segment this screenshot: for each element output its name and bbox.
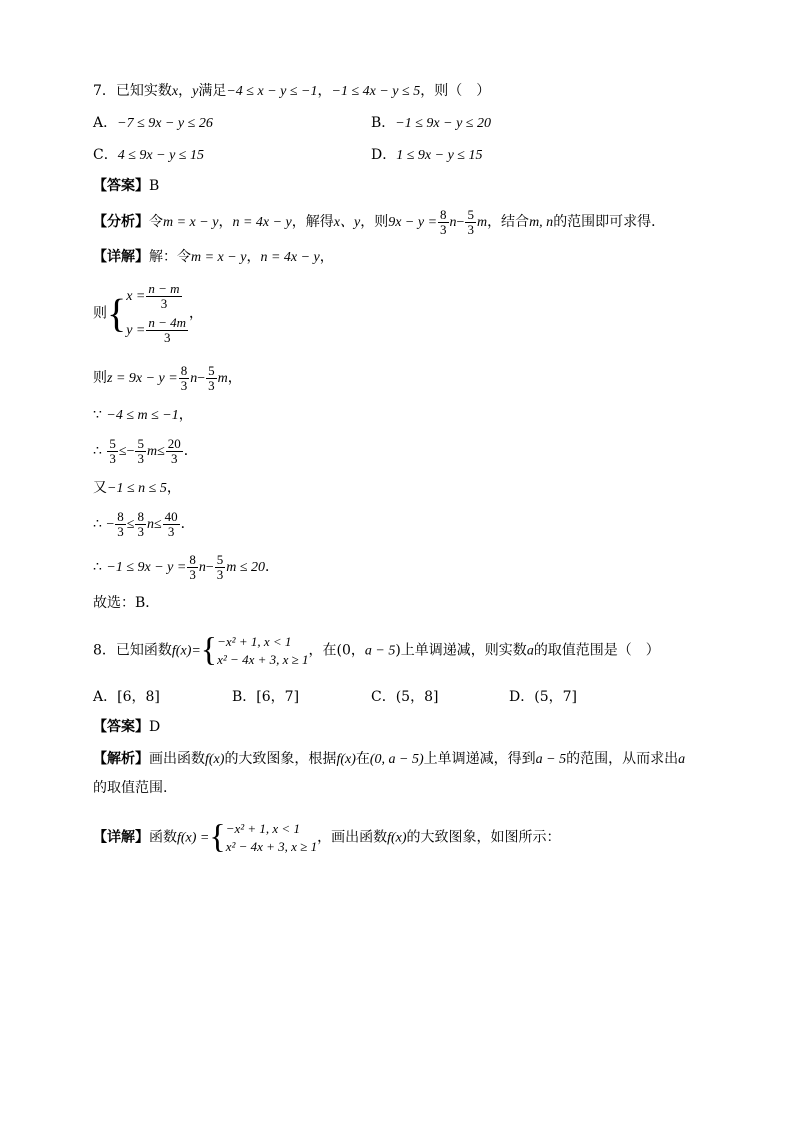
q7-final: ∴ −1 ≤ 9x − y = $\frac{8}{3}$ n− $\frac{5}{3}$ m ≤ 20． <box>93 552 280 582</box>
q7-analysis: 【分析】令m = x − y，n = 4x − y，解得x、y，则9x − y = $\frac{8}{3}$ n− $\frac{5}{3}$ m，结合m, n的范围即可求得． <box>93 207 666 237</box>
q7-n-range: 又−1 ≤ n ≤ 5， <box>93 480 181 496</box>
system-row-y: y = $\frac{n - 4m}{3}$ <box>126 315 187 345</box>
piecewise-function: −x² + 1, x < 1 x² − 4x + 3, x ≥ 1 <box>217 634 309 667</box>
left-brace: { <box>200 631 218 669</box>
q8-analysis-cont: 的取值范围. <box>93 780 168 796</box>
q8-stem: 8．已知函数f(x)={ −x² + 1, x < 1 x² − 4x + 3, x ≥ 1 ，在(0，a − 5)上单调递减，则实数a的取值范围是（ ） <box>93 631 660 669</box>
q7-option-d[interactable]: D．1 ≤ 9x − y ≤ 15 <box>371 147 483 163</box>
q8-option-d[interactable]: D．(5，7] <box>509 689 577 705</box>
system-row-x: x = $\frac{n - m}{3}$ <box>126 281 180 311</box>
q8-analysis: 【解析】画出函数f(x)的大致图象，根据f(x)在(0, a − 5)上单调递减，得到a − 5的范围，从而求出a <box>93 751 686 767</box>
q7-detail-heading: 【详解】解：令m = x − y，n = 4x − y， <box>93 249 334 265</box>
q7-option-b[interactable]: B．−1 ≤ 9x − y ≤ 20 <box>371 115 491 131</box>
q8-answer: 【答案】D <box>93 719 161 735</box>
left-brace: { <box>107 290 127 336</box>
left-brace: { <box>209 818 226 856</box>
fraction: $\frac{5}{3}$ <box>467 207 474 237</box>
q7-n-derived: ∴ − $\frac{8}{3}$ ≤ $\frac{8}{3}$ n≤ $\frac{40}{3}$ ． <box>93 509 195 539</box>
q7-z-expr: 则z = 9x − y = $\frac{8}{3}$ n− $\frac{5}{3}$ m， <box>93 363 242 393</box>
q7-choose: 故选：B． <box>93 595 160 611</box>
q8-option-a[interactable]: A．[6，8] <box>93 689 160 705</box>
q7-m-range: ∵ −4 ≤ m ≤ −1， <box>93 407 193 423</box>
q8-option-c[interactable]: C．(5，8] <box>371 689 439 705</box>
q7-answer: 【答案】B <box>93 178 160 194</box>
system-rows <box>126 282 189 345</box>
q7-stem: 7．已知实数x，y满足−4 ≤ x − y ≤ −1，−1 ≤ 4x − y ≤ 5，则（ ） <box>93 83 491 99</box>
q7-system: 则{ x = $\frac{n - m}{3}$ y = $\frac{n - 4m}{3}$ ， <box>93 281 204 345</box>
q7-m-derived: ∴ $\frac{5}{3}$ ≤− $\frac{5}{3}$ m≤ $\frac{20}{3}$ ． <box>93 436 198 466</box>
piecewise-function: −x² + 1, x < 1 x² − 4x + 3, x ≥ 1 <box>225 821 318 854</box>
fraction: $\frac{8}{3}$ <box>440 207 447 237</box>
q7-option-c[interactable]: C．4 ≤ 9x − y ≤ 15 <box>93 147 204 163</box>
q8-detail: 【详解】函数f(x) ={ −x² + 1, x < 1 x² − 4x + 3, x ≥ 1 ，画出函数f(x)的大致图象，如图所示： <box>93 818 561 856</box>
q7-option-a[interactable]: A．−7 ≤ 9x − y ≤ 26 <box>93 115 213 131</box>
q8-option-b[interactable]: B．[6，7] <box>232 689 300 705</box>
